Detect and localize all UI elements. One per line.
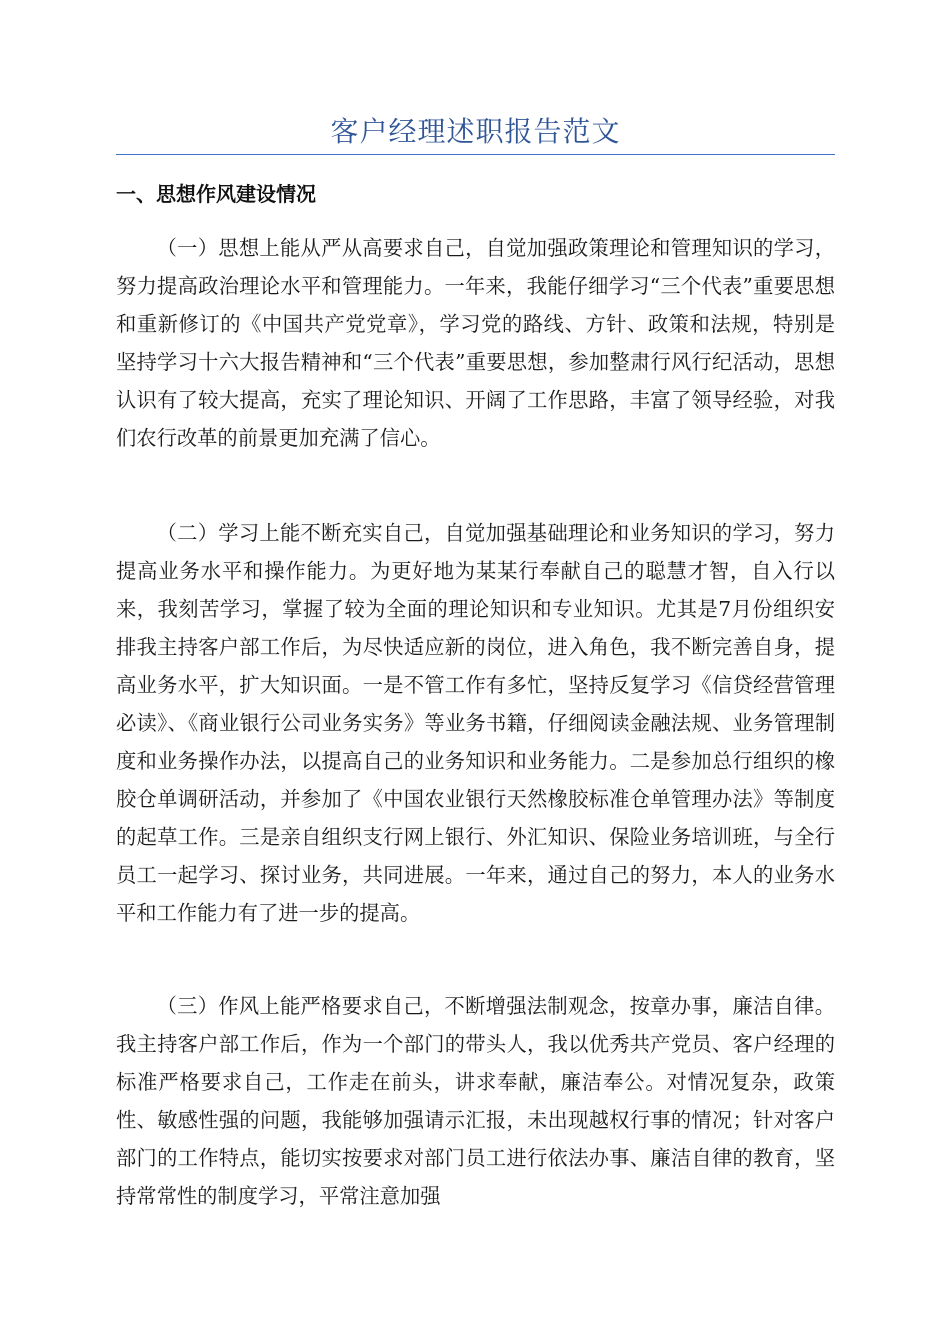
document-title: 客户经理述职报告范文 [330,115,621,148]
title-underline [116,154,835,155]
paragraph-3: （三）作风上能严格要求自己，不断增强法制观念，按章办事，廉洁自律。我主持客户部工作后，作为一个部门的带头人，我以优秀共产党员、客户经理的标准严格要求自己，工作走在前头，讲求奉献，廉洁奉公。对情况复杂，政策性、敏感性强的问题，我能够加强请示汇报，未出现越权行事的情况；针对客户部门的工作特点，能切实按要求对部门员工进行依法办事、廉洁自律的教育，坚持常常性的制度学习，平常注意加强 [116,994,835,1208]
section-heading: 一、思想作风建设情况 [116,182,316,206]
paragraph-2: （二）学习上能不断充实自己，自觉加强基础理论和业务知识的学习，努力提高业务水平和操作能力。为更好地为某某行奉献自己的聪慧才智，自入行以来，我刻苦学习，掌握了较为全面的理论知识和专业知识。尤其是7月份组织安排我主持客户部工作后，为尽快适应新的岗位，进入角色，我不断完善自身，提高业务水平，扩大知识面。一是不管工作有多忙，坚持反复学习《信贷经营管理必读》、《商业银行公司业务实务》等业务书籍，仔细阅读金融法规、业务管理制度和业务操作办法，以提高自己的业务知识和业务能力。二是参加总行组织的橡胶仓单调研活动，并参加了《中国农业银行天然橡胶标准仓单管理办法》等制度的起草工作。三是亲自组织支行网上银行、外汇知识、保险业务培训班，与全行员工一起学习、探讨业务，共同进展。一年来，通过自己的努力，本人的业务水平和工作能力有了进一步的提高。 [116,521,835,925]
paragraph-1: （一）思想上能从严从高要求自己，自觉加强政策理论和管理知识的学习，努力提高政治理论水平和管理能力。一年来，我能仔细学习“三个代表”重要思想和重新修订的《中国共产党党章》，学习党的路线、方针、政策和法规，特别是坚持学习十六大报告精神和“三个代表”重要思想，参加整肃行风行纪活动，思想认识有了较大提高，充实了理论知识、开阔了工作思路，丰富了领导经验，对我们农行改革的前景更加充满了信心。 [116,236,835,450]
